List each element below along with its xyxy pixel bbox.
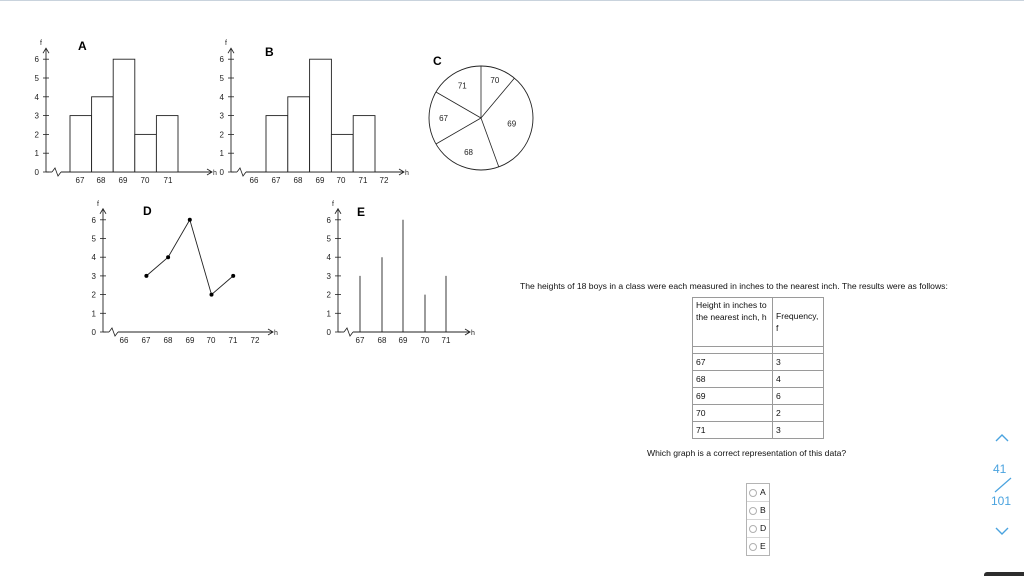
option-a[interactable] <box>747 484 769 502</box>
frequency-table <box>692 297 824 439</box>
x-tick-label: 68 <box>163 336 173 345</box>
x-tick-label: 72 <box>250 336 260 345</box>
y-axis-label: f <box>332 200 334 208</box>
x-axis-label: h <box>405 170 409 177</box>
y-axis-label: f <box>97 200 99 208</box>
y-tick-label: 5 <box>91 234 96 244</box>
option-e[interactable] <box>747 538 769 555</box>
x-tick-label: 68 <box>377 336 387 345</box>
y-tick-label: 1 <box>91 309 96 319</box>
x-tick-label: 66 <box>249 176 259 185</box>
option-label: E <box>760 541 766 551</box>
frequency-cell: 6 <box>773 388 824 405</box>
height-cell: 68 <box>693 371 773 388</box>
previous-page-button[interactable] <box>994 430 1010 444</box>
histogram-bar <box>92 97 114 172</box>
x-tick-label: 67 <box>271 176 281 185</box>
y-tick-label: 2 <box>219 130 224 140</box>
axis-break-icon <box>344 328 353 336</box>
y-tick-label: 2 <box>91 290 96 300</box>
graph-label: C <box>433 54 442 68</box>
radio-button-icon[interactable] <box>749 489 757 497</box>
current-page: 41 <box>993 462 1007 476</box>
option-label: A <box>760 487 766 497</box>
table-row <box>693 388 824 405</box>
option-b[interactable] <box>747 502 769 520</box>
table-row <box>693 405 824 422</box>
y-tick-label: 2 <box>34 130 39 140</box>
y-axis-label: f <box>225 40 227 48</box>
histogram-bar <box>156 116 178 172</box>
x-tick-label: 71 <box>441 336 451 345</box>
y-tick-label: 1 <box>219 149 224 159</box>
histogram-bar <box>70 116 92 172</box>
x-tick-label: 71 <box>358 176 368 185</box>
x-tick-label: 70 <box>206 336 216 345</box>
pie-slice-label: 70 <box>490 75 500 85</box>
y-tick-label: 0 <box>91 328 96 337</box>
x-tick-label: 66 <box>119 336 129 345</box>
x-axis-label: h <box>213 170 217 177</box>
y-tick-label: 4 <box>219 92 224 102</box>
height-cell: 70 <box>693 405 773 422</box>
histogram-bar <box>310 59 332 172</box>
radio-button-icon[interactable] <box>749 525 757 533</box>
x-tick-label: 70 <box>140 176 150 185</box>
x-tick-label: 71 <box>163 176 173 185</box>
y-tick-label: 6 <box>34 55 39 65</box>
y-tick-label: 0 <box>34 168 39 177</box>
histogram-bar <box>353 116 375 172</box>
x-tick-label: 68 <box>293 176 303 185</box>
chevron-up-icon <box>994 430 1010 444</box>
option-label: D <box>760 523 767 533</box>
y-tick-label: 3 <box>91 271 96 281</box>
x-tick-label: 67 <box>355 336 365 345</box>
y-tick-label: 4 <box>326 253 331 263</box>
histogram-bar <box>113 59 135 172</box>
y-tick-label: 1 <box>34 149 39 159</box>
data-point <box>188 218 192 222</box>
graph-label: A <box>78 39 87 53</box>
height-column-header: Height in inches to the nearest inch, h <box>693 298 773 347</box>
x-tick-label: 69 <box>315 176 325 185</box>
y-tick-label: 5 <box>326 234 331 244</box>
y-tick-label: 6 <box>219 55 224 65</box>
histogram-bar <box>331 134 353 172</box>
histogram-bar <box>266 116 288 172</box>
pie-slice-label: 69 <box>507 119 517 129</box>
radio-button-icon[interactable] <box>749 543 757 551</box>
frequency-cell: 4 <box>773 371 824 388</box>
table-row <box>693 371 824 388</box>
corner-bar <box>984 572 1024 576</box>
axis-break-icon <box>52 168 61 176</box>
y-tick-label: 4 <box>34 92 39 102</box>
radio-button-icon[interactable] <box>749 507 757 515</box>
height-cell: 69 <box>693 388 773 405</box>
height-cell: 71 <box>693 422 773 439</box>
frequency-column-header: Frequency, f <box>773 298 824 347</box>
y-tick-label: 2 <box>326 290 331 300</box>
x-tick-label: 67 <box>75 176 85 185</box>
frequency-cell: 2 <box>773 405 824 422</box>
x-tick-label: 70 <box>336 176 346 185</box>
graph-label: D <box>143 204 152 218</box>
chevron-down-icon <box>994 524 1010 538</box>
y-tick-label: 5 <box>219 74 224 83</box>
total-pages: 101 <box>991 494 1012 508</box>
histogram-bar <box>288 97 310 172</box>
pie-slice-label: 71 <box>457 81 467 91</box>
y-tick-label: 3 <box>34 111 39 121</box>
x-tick-label: 72 <box>379 176 389 185</box>
frequency-polygon-line <box>146 220 233 295</box>
table-row <box>693 422 824 439</box>
y-axis-label: f <box>40 40 42 48</box>
x-axis-label: h <box>471 330 475 337</box>
y-tick-label: 0 <box>219 168 224 177</box>
x-tick-label: 67 <box>141 336 151 345</box>
histogram-bar <box>135 134 157 172</box>
answer-options <box>746 483 770 556</box>
graph-label: B <box>265 45 274 59</box>
option-d[interactable] <box>747 520 769 538</box>
next-page-button[interactable] <box>994 524 1010 538</box>
page-divider-icon <box>991 476 1015 494</box>
axis-break-icon <box>109 328 118 336</box>
data-point <box>166 255 170 259</box>
y-tick-label: 6 <box>91 215 96 225</box>
x-tick-label: 69 <box>398 336 408 345</box>
pie-slice-label: 67 <box>439 114 449 123</box>
pie-slice-edge <box>481 118 499 167</box>
graph-label: E <box>357 205 366 219</box>
data-point <box>144 274 148 278</box>
y-tick-label: 1 <box>326 309 331 319</box>
x-tick-label: 68 <box>96 176 106 185</box>
x-tick-label: 70 <box>420 336 430 345</box>
pie-slice-label: 68 <box>464 148 474 158</box>
x-axis-label: h <box>274 330 278 337</box>
y-tick-label: 3 <box>326 271 331 281</box>
data-point <box>210 293 214 297</box>
axis-break-icon <box>237 168 246 176</box>
y-tick-label: 6 <box>326 215 331 225</box>
frequency-cell: 3 <box>773 354 824 371</box>
question-prompt: Which graph is a correct representation of this data? <box>647 448 847 458</box>
table-row <box>693 354 824 371</box>
x-tick-label: 69 <box>118 176 128 185</box>
frequency-cell: 3 <box>773 422 824 439</box>
x-tick-label: 69 <box>185 336 195 345</box>
data-point <box>231 274 235 278</box>
question-intro: The heights of 18 boys in a class were each measured in inches to the nearest inch. The results were as follows: <box>520 281 948 291</box>
x-tick-label: 71 <box>228 336 238 345</box>
height-cell: 67 <box>693 354 773 371</box>
y-tick-label: 0 <box>326 328 331 337</box>
y-tick-label: 5 <box>34 74 39 83</box>
y-tick-label: 4 <box>91 253 96 263</box>
option-label: B <box>760 505 766 515</box>
y-tick-label: 3 <box>219 111 224 121</box>
